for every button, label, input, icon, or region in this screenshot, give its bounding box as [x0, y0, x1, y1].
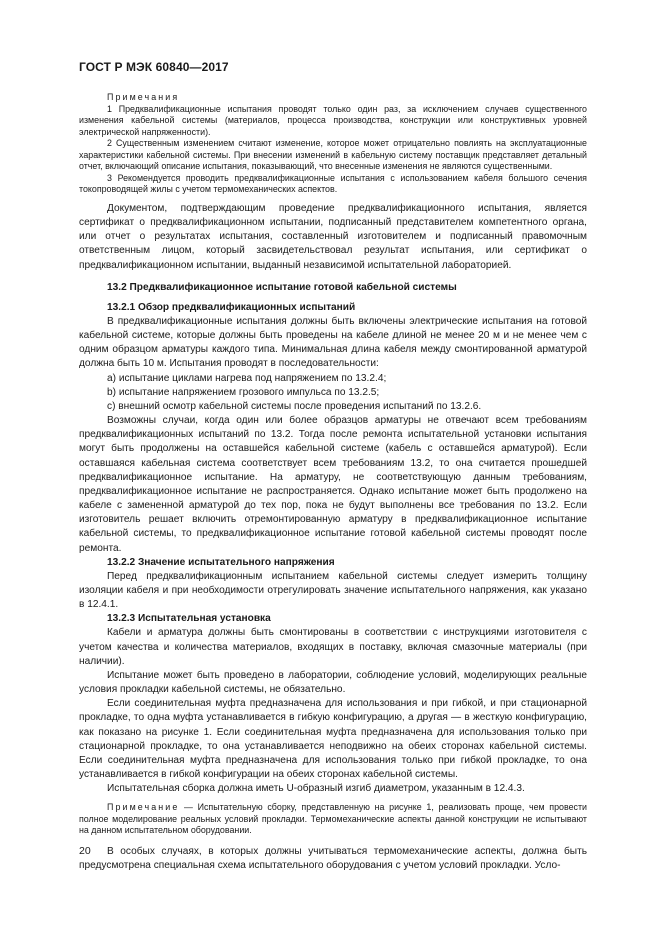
section-13-2-3-para3: Если соединительная муфта предназначена для использования и при гибкой, и при стационарной прокладке, то одна муфта устанавливается в гибкую конфигурацию, а другая — в жесткую конфигурацию, как показано на рисунке 1. Если соединительная муфта предназначена для использования только при стационарной прокладке, то она устанавливается неподвижно на обеих сторонах кабельной системы. Если соединительная муфта предназначена для использования только при гибкой прокладке, то она устанавливается в гибкой конфигурации на обеих сторонах кабельной системы.: [79, 698, 587, 781]
section-13-2-3-para5: В особых случаях, в которых должны учитываться термомеханические аспекты, должна быть предусмотрена специальная схема испытательного оборудования с учетом условий прокладки. Усло-: [79, 845, 587, 872]
section-13-2-3-para4: Испытательная сборка должна иметь U-образный изгиб диаметром, указанным в 12.4.3.: [107, 783, 525, 795]
note-item-2: 2 Существенным изменением считают изменение, которое может отрицательно повлиять на эксплуатационные характеристики кабельной системы. При внесении изменений в кабельную систему поставщик представляет детальный отчет, включающий описание испытания, показывающий, что внесенные изменения не являются существенными.: [79, 138, 587, 172]
installation-note-text: [79, 802, 587, 837]
notes-label: Примечания: [107, 92, 180, 102]
installation-note: [79, 802, 587, 837]
section-13-2-heading: 13.2 Предквалификационное испытание готовой кабельной системы: [107, 281, 457, 293]
note-item-1: 1 Предквалификационные испытания проводят только один раз, за исключением случаев существенного изменения кабельной системы (материалов, процесса производства, конструкции или конструктивных уровней электрической напряженности).: [79, 103, 587, 137]
list-item: b) испытание напряжением грозового импульса по 13.2.5;: [107, 386, 380, 398]
paragraph-document: Документом, подтверждающим проведение предквалификационного испытания, является сертификат о предквалификационном испытании, подписанный представителем компетентного органа, или отчет о результатах испытания, составленный изготовителем и подписанный правомочным ответственным лицом, который засвидетельствовал результат испытания, или сертификат о предквалификационном испытании, выданный независимой испытательной лабораторией.: [79, 202, 587, 271]
note-item-3: 3 Рекомендуется проводить предквалификационные испытания с использованием кабеля большого сечения токопроводящей жилы с учетом термомеханических аспектов.: [79, 172, 587, 195]
standard-header: ГОСТ Р МЭК 60840—2017: [79, 60, 229, 74]
section-13-2-1-heading: 13.2.1 Обзор предквалификационных испытаний: [107, 301, 356, 313]
test-sequence-list: [79, 372, 587, 414]
page-number: 20: [79, 845, 91, 857]
installation-note-body: — Испытательную сборку, представленную на рисунке 1, реализовать проще, чем провести полное моделирование реальных условий прокладки. Термомеханические аспекты данной конструкции не испытывают на данном испытательном оборудовании.: [79, 802, 587, 836]
section-13-2-3-para1: Кабели и арматура должны быть смонтированы в соответствии с инструкциями изготовителя с учетом качества и количества материалов, входящих в поставку, включая смазочные материалы (при наличии).: [79, 627, 587, 667]
section-13-2-2-para: Перед предквалификационным испытанием кабельной системы следует измерить толщину изоляции кабеля и при необходимости отрегулировать значение испытательного напряжения, как указано в 12.4.1.: [79, 570, 587, 611]
section-13-2-2-heading: 13.2.2 Значение испытательного напряжения: [107, 556, 335, 568]
section-13-2-1-para1: В предквалификационные испытания должны быть включены электрические испытания на готовой кабельной системе, которые должны быть проведены на кабеле длиной не менее 20 м и не менее чем с одним образцом арматуры каждого типа. Минимальная длина кабеля между смонтированной арматурой должна быть 10 м. Испытания проводят в последовательности:: [79, 316, 587, 370]
page-content: [79, 92, 587, 873]
section-13-2-3-para2: Испытание может быть проведено в лаборатории, соблюдение условий, моделирующих реальные условия прокладки кабельной системы, не обязательно.: [79, 669, 587, 696]
body-text: [79, 202, 587, 796]
section-13-2-1-para2: Возможны случаи, когда один или более образцов арматуры не отвечают всем требованиям предквалификационных испытаний по 13.2. Тогда после ремонта испытательной установки испытания могут быть продолжены на оставшейся кабельной системе (кабель с оставшейся арматурой). Если оставшаяся кабельная система соответствует всем требованиям 13.2, то она считается прошедшей предквалификационное испытание. На арматуру, не соответствующую данным требованиям, предквалификационное испытание не распространяется. Однако испытание может быть продолжено на кабеле с замененной арматурой до тех пор, пока не будут выполнены все требования по 13.2. Если изготовитель решает включить отремонтированную арматуру в предквалификационное испытание кабельной системы, то предквалификационное испытание готовой кабельной системы проводят после ремонта.: [79, 415, 587, 554]
installation-note-label: Примечание: [107, 802, 180, 813]
list-item: c) внешний осмотр кабельной системы после проведения испытаний по 13.2.6.: [107, 400, 482, 412]
notes-block: [79, 92, 587, 196]
list-item: a) испытание циклами нагрева под напряжением по 13.2.4;: [107, 372, 387, 384]
section-13-2-3-heading: 13.2.3 Испытательная установка: [107, 613, 271, 625]
